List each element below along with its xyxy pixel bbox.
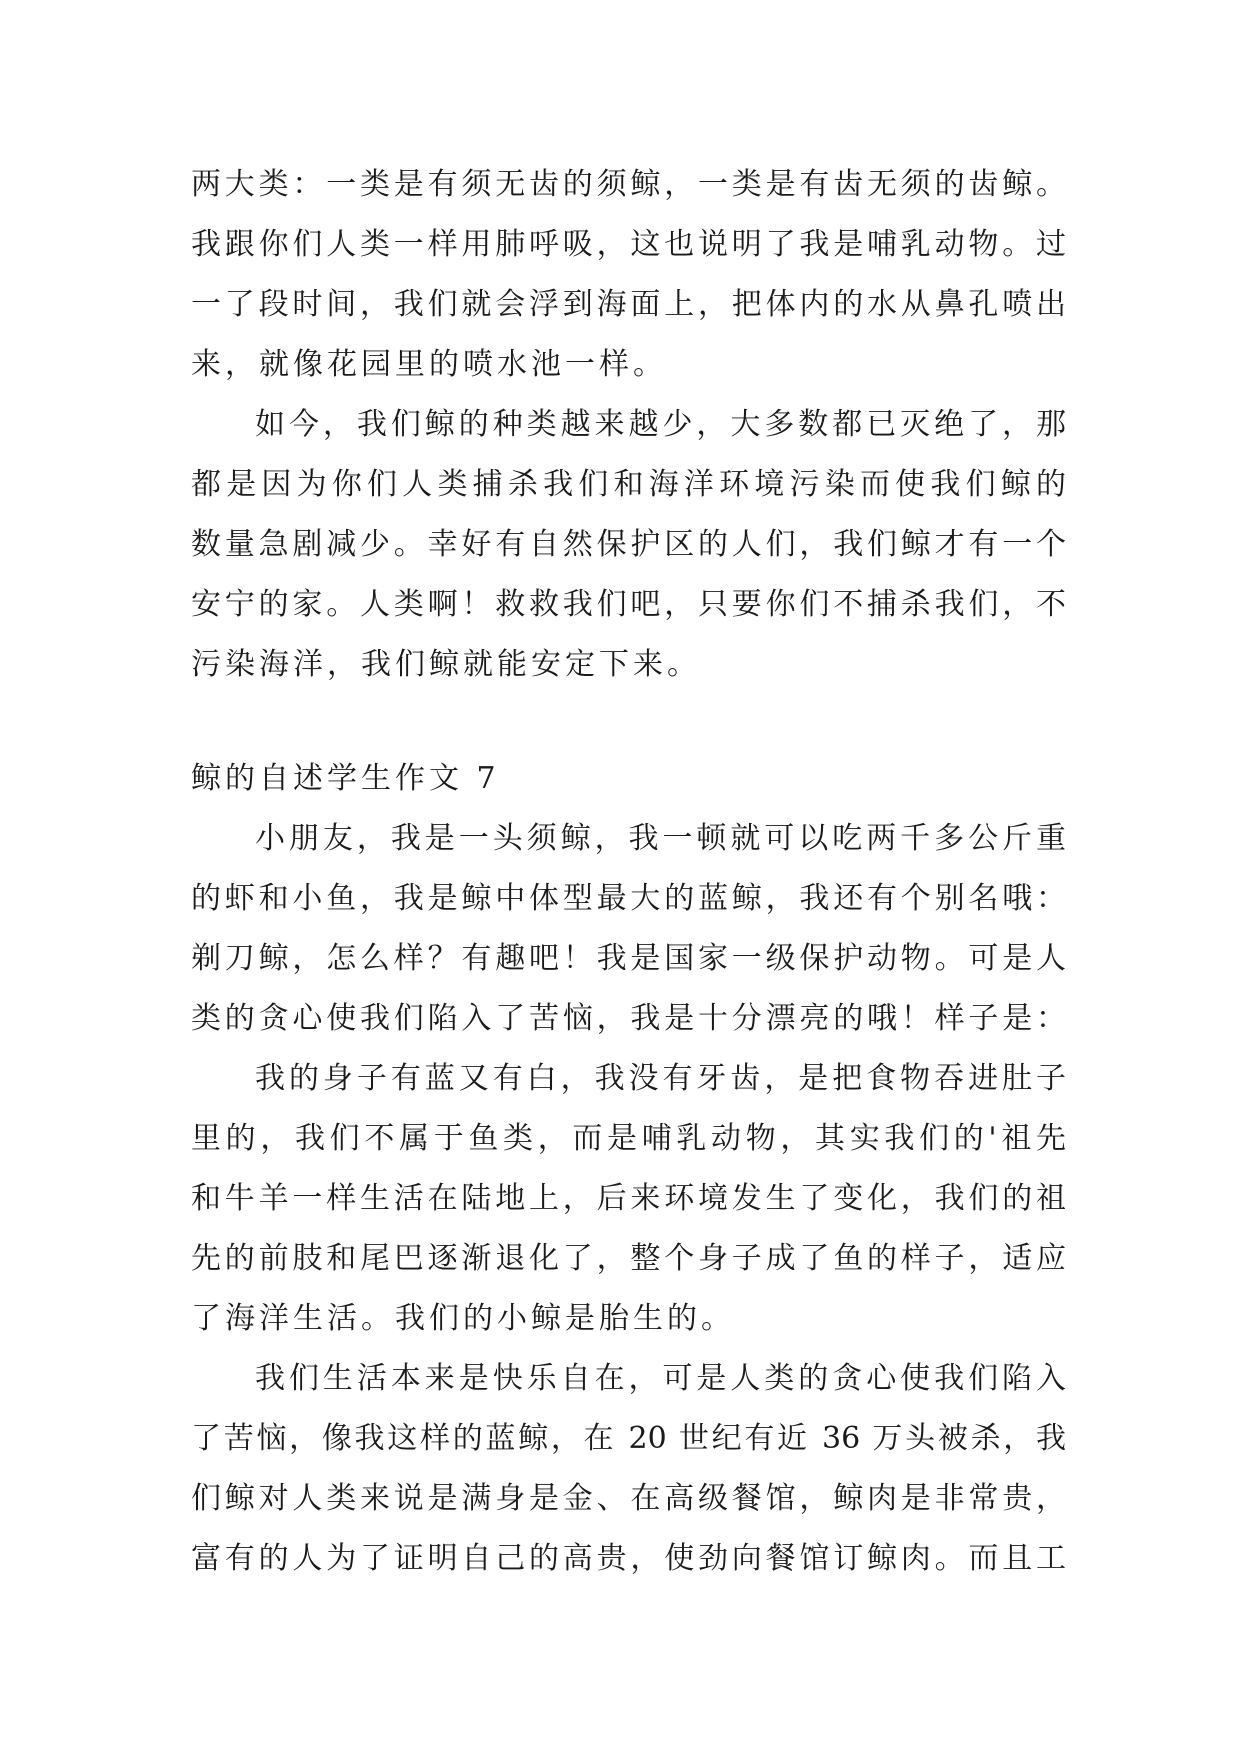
text-line: 先的前肢和尾巴逐渐退化了，整个身子成了鱼的样子，适应 — [191, 1241, 1066, 1276]
text-line: 数量急剧减少。幸好有自然保护区的人们，我们鲸才有一个 — [191, 527, 1066, 562]
text-line: 了海洋生活。我们的小鲸是胎生的。 — [191, 1301, 735, 1336]
text-line: 我跟你们人类一样用肺呼吸，这也说明了我是哺乳动物。过 — [191, 227, 1066, 262]
text-line: 们鲸对人类来说是满身是金、在高级餐馆，鲸肉是非常贵， — [191, 1481, 1066, 1516]
text-line: 里的，我们不属于鱼类，而是哺乳动物，其实我们的'祖先 — [191, 1121, 1066, 1156]
text-line: 污染海洋，我们鲸就能安定下来。 — [191, 647, 701, 682]
text-line: 剃刀鲸，怎么样？有趣吧！我是国家一级保护动物。可是人 — [191, 941, 1066, 976]
text-line: 我们生活本来是快乐自在，可是人类的贪心使我们陷入 — [255, 1361, 1066, 1396]
section-title: 鲸的自述学生作文 7 — [191, 761, 500, 796]
text-line: 都是因为你们人类捕杀我们和海洋环境污染而使我们鲸的 — [191, 467, 1066, 502]
text-line: 来，就像花园里的喷水池一样。 — [191, 347, 667, 382]
text-line: 一了段时间，我们就会浮到海面上，把体内的水从鼻孔喷出 — [191, 287, 1066, 322]
text-line: 我的身子有蓝又有白，我没有牙齿，是把食物吞进肚子 — [255, 1061, 1066, 1096]
text-line: 安宁的家。人类啊！救救我们吧，只要你们不捕杀我们，不 — [191, 587, 1066, 622]
document-body — [191, 155, 1066, 1589]
text-line: 了苦恼，像我这样的蓝鲸，在 20 世纪有近 36 万头被杀，我 — [191, 1421, 1066, 1456]
text-line: 富有的人为了证明自己的高贵，使劲向餐馆订鲸肉。而且工 — [191, 1541, 1066, 1576]
text-line: 类的贪心使我们陷入了苦恼，我是十分漂亮的哦！样子是： — [191, 1001, 1066, 1036]
text-line: 小朋友，我是一头须鲸，我一顿就可以吃两千多公斤重 — [255, 821, 1066, 856]
text-line: 如今，我们鲸的种类越来越少，大多数都已灭绝了，那 — [255, 407, 1066, 442]
text-line: 和牛羊一样生活在陆地上，后来环境发生了变化，我们的祖 — [191, 1181, 1066, 1216]
text-line: 的虾和小鱼，我是鲸中体型最大的蓝鲸，我还有个别名哦： — [191, 881, 1066, 916]
text-line: 两大类：一类是有须无齿的须鲸，一类是有齿无须的齿鲸。 — [191, 167, 1066, 202]
